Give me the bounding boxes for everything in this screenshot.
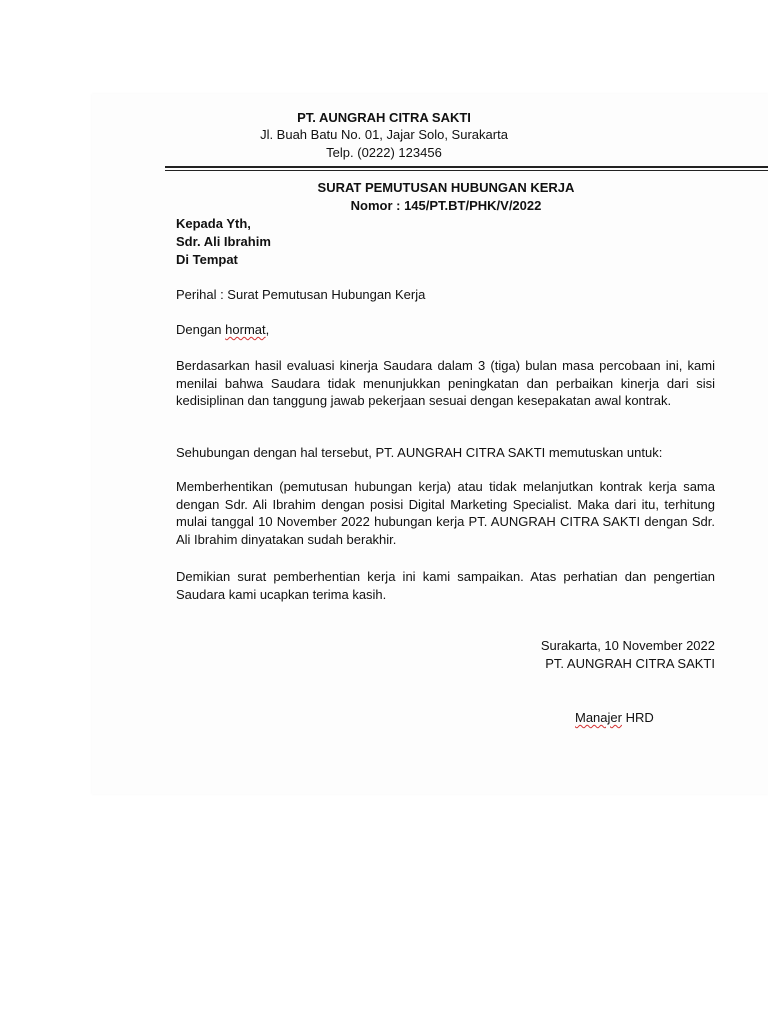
recipient-salutation: Kepada Yth, <box>176 216 251 231</box>
document-title: SURAT PEMUTUSAN HUBUNGAN KERJA <box>317 180 575 195</box>
closing-company: PT. AUNGRAH CITRA SAKTI <box>545 656 715 671</box>
signatory-role <box>575 710 654 725</box>
company-address: Jl. Buah Batu No. 01, Jajar Solo, Surakarta <box>260 127 508 142</box>
greeting-suffix: , <box>265 322 270 337</box>
paragraph-evaluation: Berdasarkan hasil evaluasi kinerja Saudara dalam 3 (tiga) bulan masa percobaan ini, kami menilai bahwa Saudara tidak menunjukkan peningkatan dan perbaikan kinerja dari sisi kedisiplinan dan tanggung jawab pekerjaan sesuai dengan kesepakatan awal kontrak. <box>176 358 715 408</box>
paragraph-decision-intro: Sehubungan dengan hal tersebut, PT. AUNGRAH CITRA SAKTI memutuskan untuk: <box>176 445 663 460</box>
greeting-prefix: Dengan <box>176 322 226 337</box>
letterhead-rule-thin <box>165 170 768 171</box>
paragraph-termination: Memberhentikan (pemutusan hubungan kerja) atau tidak melanjutkan kontrak kerja sama dengan Sdr. Ali Ibrahim dengan posisi Digital Marketing Specialist. Maka dari itu, terhitung mulai tanggal 10 November 2022 hubungan kerja PT. AUNGRAH CITRA SAKTI dengan Sdr. Ali Ibrahim dinyatakan sudah berakhir. <box>176 479 715 547</box>
letter-subject: Perihal : Surat Pemutusan Hubungan Kerja <box>176 287 426 302</box>
document-number: Nomor : 145/PT.BT/PHK/V/2022 <box>350 198 542 213</box>
recipient-location: Di Tempat <box>176 252 238 267</box>
signatory-role-rest: HRD <box>621 710 654 725</box>
signatory-role-word: Manajer <box>575 710 622 725</box>
recipient-name: Sdr. Ali Ibrahim <box>176 234 271 249</box>
company-name: PT. AUNGRAH CITRA SAKTI <box>297 110 471 125</box>
letterhead-rule-thick <box>165 166 768 168</box>
company-phone: Telp. (0222) 123456 <box>326 145 442 160</box>
greeting <box>176 322 269 337</box>
place-date: Surakarta, 10 November 2022 <box>540 638 715 653</box>
paragraph-closing: Demikian surat pemberhentian kerja ini kami sampaikan. Atas perhatian dan pengertian Saudara kami ucapkan terima kasih. <box>176 569 715 602</box>
greeting-word: hormat <box>225 322 266 337</box>
